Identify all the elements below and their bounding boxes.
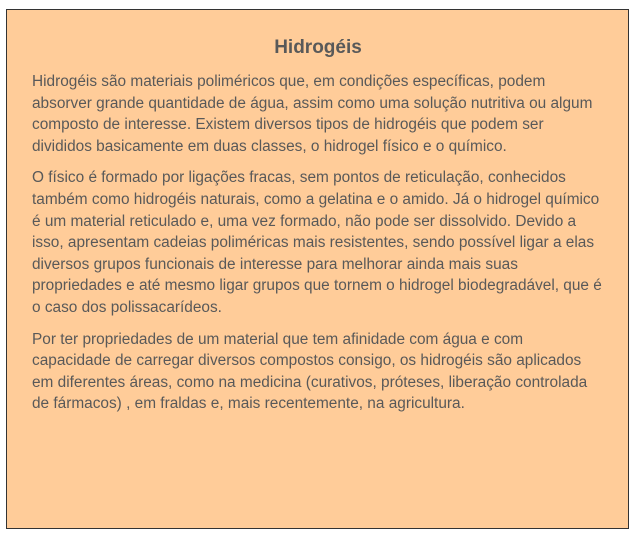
info-box bbox=[6, 9, 629, 529]
paragraph-types: O físico é formado por ligações fracas, sem pontos de reticulação, conhecidos também como hidrogéis naturais, como a gelatina e o amido. Já o hidrogel químico é um material reticulado e, uma vez formado, não pode ser dissolvido. Devido a isso, apresentam cadeias poliméricas mais resistentes, sendo possível ligar a elas diversos grupos funcionais de interesse para melhorar ainda mais suas propriedades e até mesmo ligar grupos que tornem o hidrogel biodegradável, que é o caso dos polissacarídeos. bbox=[32, 169, 602, 316]
document-title: Hidrogéis bbox=[274, 37, 362, 58]
paragraph-intro: Hidrogéis são materiais poliméricos que, em condições específicas, podem absorver grande quantidade de água, assim como uma solução nutritiva ou algum composto de interesse. Existem diversos tipos de hidrogéis que podem ser divididos basicamente em duas classes, o hidrogel físico e o químico. bbox=[32, 73, 593, 155]
paragraph-applications: Por ter propriedades de um material que tem afinidade com água e com capacidade de carregar diversos compostos consigo, os hidrogéis são aplicados em diferentes áreas, como na medicina (curativos, próteses, liberação controlada de fármacos) , em fraldas e, mais recentemente, na agricultura. bbox=[32, 330, 588, 413]
